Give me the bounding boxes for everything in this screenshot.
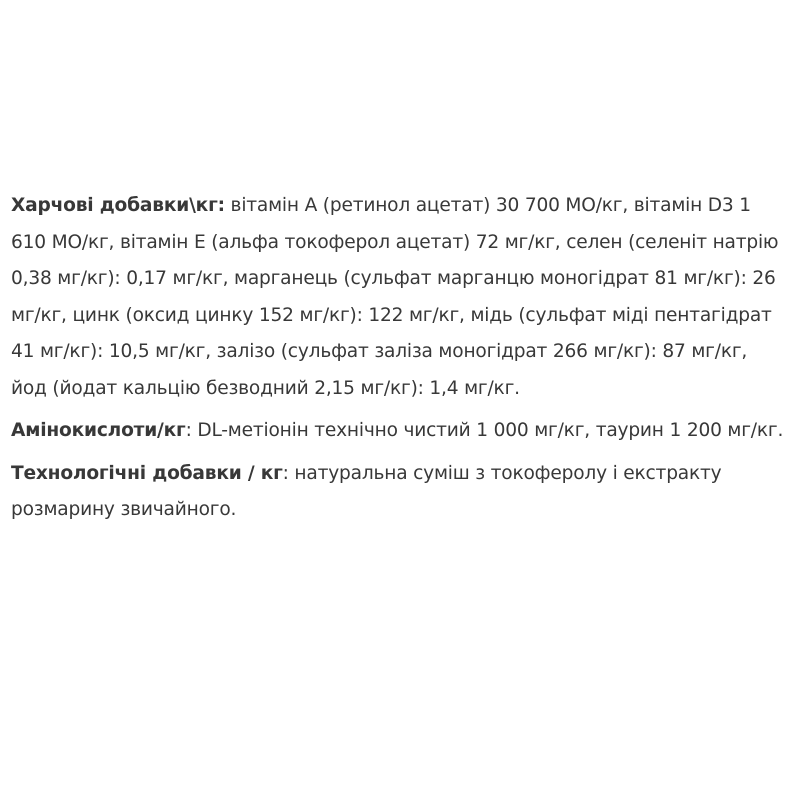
technological-additives-paragraph: [11, 456, 787, 529]
composition-text: [11, 188, 787, 529]
amino-acids-label: Амінокислоти/кг: [11, 420, 186, 441]
technological-additives-label: Технологічні добавки / кг: [11, 462, 283, 484]
food-additives-paragraph: [11, 188, 787, 407]
technological-additives-text: : натуральна суміш з токоферолу і екстракту розмарину звичайного.: [11, 462, 722, 520]
food-additives-text: вітамін А (ретинол ацетат) 30 700 МО/кг, вітамін D3 1 610 МО/кг, вітамін Е (альфа токоферол ацетат) 72 мг/кг, селен (селеніт натрію 0,38 мг/кг): 0,17 мг/кг, марганець (сульфат марганцю моногідрат 81 мг/кг): 26 мг/кг, цинк (оксид цинку 152 мг/кг): 122 мг/кг, мідь (сульфат міді пентагідрат 41 мг/кг): 10,5 мг/кг, залізо (сульфат заліза моногідрат 266 мг/кг): 87 мг/кг, йод (йодат кальцію безводний 2,15 мг/кг): 1,4 мг/кг.: [11, 195, 779, 399]
food-additives-label: Харчові добавки\кг:: [11, 195, 225, 216]
amino-acids-paragraph: [11, 413, 787, 450]
amino-acids-text: : DL-метіонін технічно чистий 1 000 мг/кг, таурин 1 200 мг/кг.: [185, 420, 784, 441]
